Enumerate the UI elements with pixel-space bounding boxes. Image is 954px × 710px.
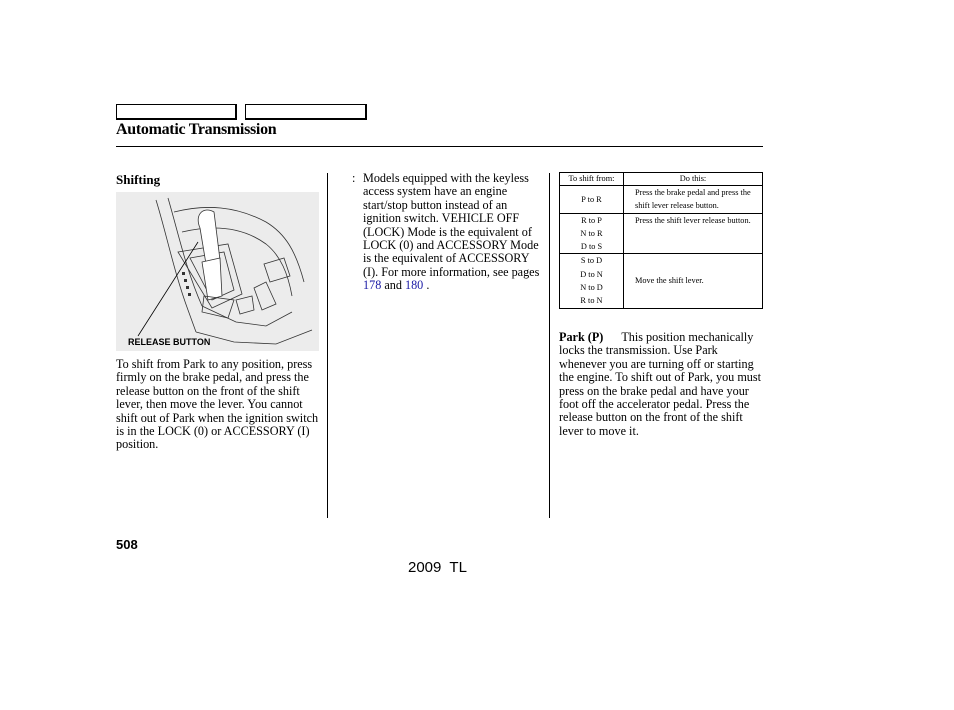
table-header-row bbox=[560, 173, 763, 186]
from-item: P to R bbox=[581, 194, 602, 204]
note-text: Models equipped with the keyless access system have an engine start/stop button instead of an ignition switch. VEHICLE OFF (LOCK) Mode is the equivalent of LOCK (0) and ACCESSORY Mode is the equivalent of ACCESSORY (I). For more information, see pages bbox=[363, 171, 540, 279]
note-and: and bbox=[381, 278, 405, 293]
shift-lever-drawing bbox=[116, 192, 319, 351]
keyless-access-note bbox=[352, 172, 544, 293]
column-divider-2 bbox=[549, 173, 550, 518]
table-row bbox=[560, 213, 763, 254]
from-item: S to D bbox=[580, 256, 603, 266]
section-heading-shifting: Shifting bbox=[116, 172, 161, 187]
page-link-180[interactable]: 180 bbox=[404, 278, 424, 293]
nav-tab-box-1[interactable] bbox=[116, 104, 237, 120]
from-cell bbox=[560, 186, 624, 214]
park-section bbox=[559, 331, 765, 438]
table-row bbox=[560, 186, 763, 214]
shift-procedure-table bbox=[559, 172, 763, 309]
from-item: R to P bbox=[581, 215, 602, 225]
note-end: . bbox=[423, 278, 430, 293]
from-item: D to N bbox=[580, 269, 603, 279]
note-marker: : bbox=[352, 171, 356, 185]
shift-lever-illustration bbox=[116, 192, 319, 351]
nav-tab-box-2[interactable] bbox=[245, 104, 367, 120]
from-item: D to S bbox=[580, 242, 603, 252]
title-rule bbox=[116, 146, 763, 147]
note-body bbox=[352, 172, 544, 293]
action-cell: Press the brake pedal and press the shift lever release button. bbox=[624, 186, 763, 214]
from-item: N to D bbox=[580, 283, 603, 293]
from-cell bbox=[560, 213, 624, 254]
page-number: 508 bbox=[116, 537, 138, 552]
from-cell bbox=[560, 254, 624, 308]
park-heading: Park (P) bbox=[559, 330, 604, 344]
from-item: N to R bbox=[580, 228, 603, 238]
action-cell: Move the shift lever. bbox=[624, 254, 763, 308]
header-from: To shift from: bbox=[560, 173, 624, 186]
table-row bbox=[560, 254, 763, 308]
column-divider-1 bbox=[327, 173, 328, 518]
shifting-paragraph: To shift from Park to any position, press firmly on the brake pedal, and press the release button on the front of the shift lever, then move the lever. You cannot shift out of Park when the ignition switch is in the LOCK (0) or ACCESSORY (I) position. bbox=[116, 357, 319, 452]
model-footer: 2009 TL bbox=[408, 559, 467, 576]
page-title: Automatic Transmission bbox=[116, 121, 277, 138]
release-button-callout: RELEASE BUTTON bbox=[128, 337, 211, 347]
header-do: Do this: bbox=[624, 173, 763, 186]
page-link-178[interactable]: 178 bbox=[363, 278, 382, 293]
action-cell: Press the shift lever release button. bbox=[624, 213, 763, 254]
from-item: R to N bbox=[580, 296, 603, 306]
park-paragraph: This position mechanically locks the transmission. Use Park whenever you are turning off or starting the engine. To shift out of Park, you must press on the brake pedal and have your foot off the accelerator pedal. Press the release button on the front of the shift lever to move it. bbox=[559, 330, 762, 438]
